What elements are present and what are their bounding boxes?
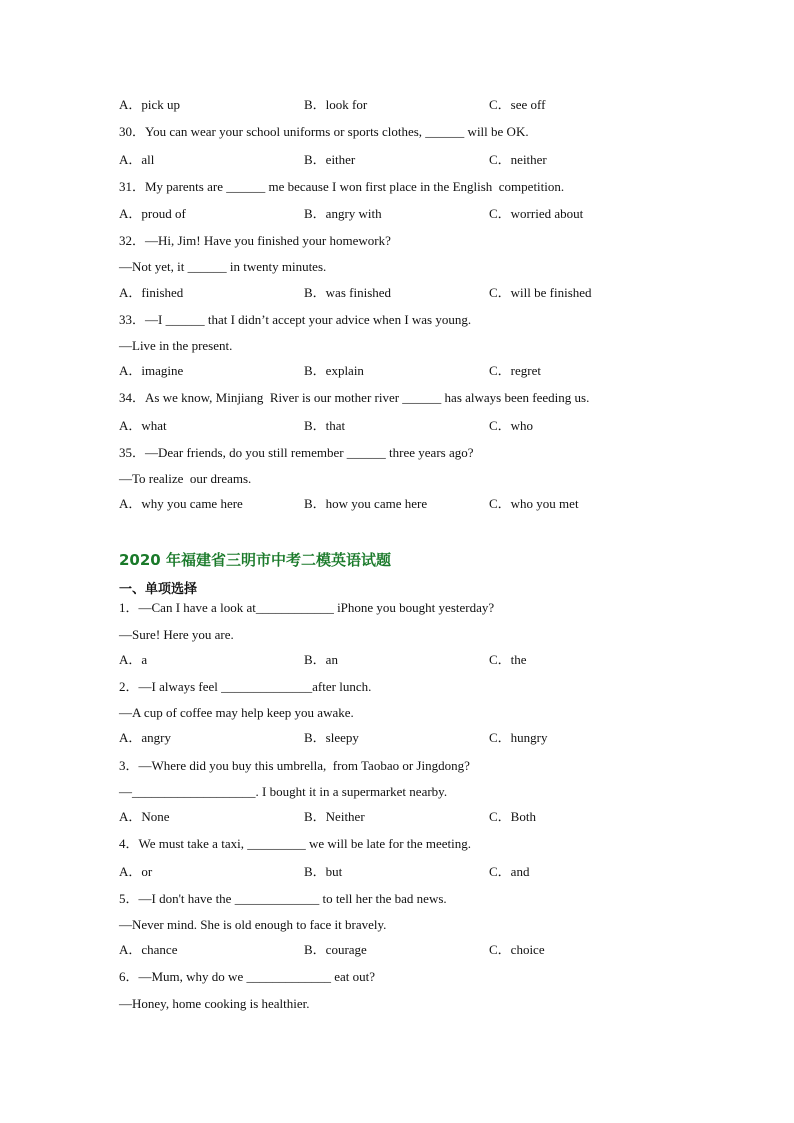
n1-reply: —Sure! Here you are.: [119, 627, 234, 642]
q31-option-c: C．worried about: [489, 206, 584, 221]
n3-option-c: C．Both: [489, 809, 536, 824]
q32-reply: —Not yet, it ______ in twenty minutes.: [119, 259, 327, 274]
q29-option-c: C．see off: [489, 97, 546, 112]
q30-option-a: A．all: [119, 152, 155, 167]
q30-stem: 30．You can wear your school uniforms or sports clothes, ______ will be OK.: [119, 124, 529, 139]
n2-reply: —A cup of coffee may help keep you awake.: [119, 705, 354, 720]
n4-option-a: A．or: [119, 864, 153, 879]
q32-option-b: B．was finished: [304, 285, 392, 300]
q32-option-c: C．will be finished: [489, 285, 592, 300]
q33-option-b: B．explain: [304, 363, 364, 378]
n3-stem: 3．—Where did you buy this umbrella, from Taobao or Jingdong?: [119, 758, 470, 773]
n4-option-c: C．and: [489, 864, 530, 879]
q32-option-a: A．finished: [119, 285, 184, 300]
q29-option-a: A．pick up: [119, 97, 181, 112]
n2-option-c: C．hungry: [489, 730, 548, 745]
q34-option-c: C．who: [489, 418, 534, 433]
q35-stem: 35．—Dear friends, do you still remember ______ three years ago?: [119, 445, 474, 460]
q31-stem: 31．My parents are ______ me because I won first place in the English competition.: [119, 179, 565, 194]
q35-reply: —To realize our dreams.: [119, 471, 252, 486]
q33-option-c: C．regret: [489, 363, 541, 378]
n5-option-b: B．courage: [304, 942, 367, 957]
q35-option-c: C．who you met: [489, 496, 579, 511]
q33-reply: —Live in the present.: [119, 338, 233, 353]
n1-stem: 1．—Can I have a look at____________ iPhone you bought yesterday?: [119, 600, 495, 615]
q33-option-a: A．imagine: [119, 363, 184, 378]
n5-reply: —Never mind. She is old enough to face it bravely.: [119, 917, 387, 932]
q35-option-b: B．how you came here: [304, 496, 428, 511]
n2-stem: 2．—I always feel ______________after lunch.: [119, 679, 372, 694]
n2-option-a: A．angry: [119, 730, 171, 745]
q34-option-a: A．what: [119, 418, 167, 433]
q33-stem: 33．—I ______ that I didn’t accept your advice when I was young.: [119, 312, 472, 327]
n5-option-a: A．chance: [119, 942, 178, 957]
q32-stem: 32．—Hi, Jim! Have you finished your homework?: [119, 233, 391, 248]
n6-reply: —Honey, home cooking is healthier.: [119, 996, 310, 1011]
n1-option-a: A．a: [119, 652, 148, 667]
q34-stem: 34．As we know, Minjiang River is our mother river ______ has always been feeding us.: [119, 390, 590, 405]
n3-option-b: B．Neither: [304, 809, 365, 824]
q35-option-a: A．why you came here: [119, 496, 243, 511]
section-title: 一、单项选择: [119, 582, 198, 597]
n2-option-b: B．sleepy: [304, 730, 359, 745]
n5-option-c: C．choice: [489, 942, 545, 957]
q31-option-b: B．angry with: [304, 206, 382, 221]
n6-stem: 6．—Mum, why do we _____________ eat out?: [119, 969, 376, 984]
q30-option-b: B．either: [304, 152, 356, 167]
q29-option-b: B．look for: [304, 97, 368, 112]
n5-stem: 5．—I don't have the _____________ to tell her the bad news.: [119, 891, 447, 906]
q30-option-c: C．neither: [489, 152, 547, 167]
exam-title: 2020 年福建省三明市中考二模英语试题: [119, 551, 391, 569]
q34-option-b: B．that: [304, 418, 346, 433]
n3-reply: —___________________. I bought it in a supermarket nearby.: [119, 784, 448, 799]
q31-option-a: A．proud of: [119, 206, 186, 221]
n3-option-a: A．None: [119, 809, 170, 824]
n4-stem: 4．We must take a taxi, _________ we will be late for the meeting.: [119, 836, 472, 851]
n4-option-b: B．but: [304, 864, 343, 879]
n1-option-c: C．the: [489, 652, 527, 667]
n1-option-b: B．an: [304, 652, 338, 667]
